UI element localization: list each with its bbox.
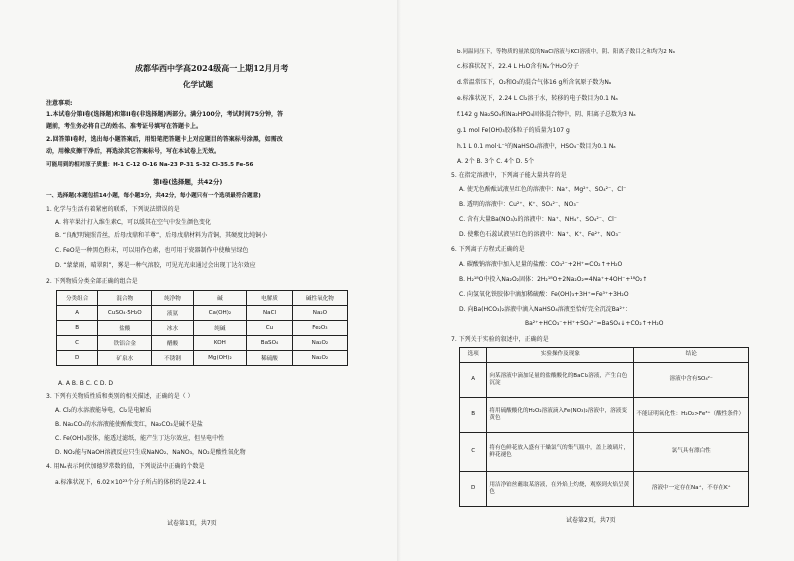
notice-line: 2.回答第I卷时，选出每小题答案后，用铅笔把答题卡上对应题目的答案标号涂黑，如需改 — [46, 136, 283, 143]
table-header-cell: 混合物 — [98, 291, 152, 306]
classification-table — [56, 290, 348, 366]
table-row — [460, 363, 749, 398]
table-cell: 溶液中含有SO₄²⁻ — [634, 363, 749, 398]
question-5-option-b: B. 透明的溶液中：Cu²⁺、K⁺、SO₄²⁻、NO₃⁻ — [459, 201, 579, 208]
table-cell: 醋酸 — [152, 336, 193, 351]
table-cell: KOH — [193, 336, 247, 351]
table-cell: Mg(OH)₂ — [193, 351, 247, 366]
table-header-cell: 实验操作及现象 — [487, 348, 634, 363]
question-3-stem: 3. 下列有关物质性质和类别的相关描述，正确的是（ ） — [46, 393, 194, 400]
table-cell: D — [57, 351, 98, 366]
question-4-item-a: a.标准状况下，6.02×10²³个分子所占的体积约是22.4 L — [55, 479, 207, 486]
question-4-item-c: c.标准状况下，22.4 L H₂O含有Nₐ个H₂O分子 — [457, 63, 579, 70]
table-cell: Na₂O₂ — [292, 351, 347, 366]
question-3-option-d: D. NO₂能与NaOH溶液反应只生成NaNO₂、NaNO₃，NO₂是酸性氧化物 — [55, 449, 246, 456]
table-header-cell: 碱 — [193, 291, 247, 306]
question-6-option-a: A. 碳酸钠溶液中加入足量的盐酸：CO₃²⁻+2H⁺=CO₂↑+H₂O — [459, 261, 623, 268]
question-6-option-c: C. 向氢氧化铁胶体中滴加稀硫酸：Fe(OH)₃+3H⁺=Fe³⁺+3H₂O — [459, 291, 629, 298]
question-3-option-a: A. Cl₂的水溶液能导电，Cl₂是电解质 — [55, 407, 152, 414]
question-5-option-d: D. 使紫色石蕊试液呈红色的溶液中：Na⁺、K⁺、Fe²⁺、NO₃⁻ — [459, 231, 622, 238]
table-header-cell: 纯净物 — [152, 291, 193, 306]
table-cell: 盐酸 — [98, 321, 152, 336]
question-1-option-c: C. FeO是一种黑色粉末，可以用作色素，也可用于瓷器制作中使釉呈绿色 — [55, 247, 249, 254]
table-cell: 矿泉水 — [98, 351, 152, 366]
question-1-option-a: A. 将苹果汁打入维生素C，可以缓其在空气中发生颜色变化 — [55, 219, 212, 226]
table-cell: 溶液中一定存在Na⁺，不存在K⁺ — [634, 472, 749, 507]
question-3-option-c: C. Fe(OH)₃胶体，能透过滤纸，能产生丁达尔效应，但呈电中性 — [55, 435, 225, 442]
table-cell: 氯气具有漂白性 — [634, 433, 749, 472]
exam-page-right — [397, 0, 794, 561]
table-cell: Cu — [247, 321, 293, 336]
section-heading: 第I卷(选择题，共42分) — [153, 178, 223, 186]
table-cell: 铁铝合金 — [98, 336, 152, 351]
table-cell: D — [460, 472, 487, 507]
question-6-option-d: D. 向Ba(HCO₃)₂溶液中滴入NaHSO₄溶液至恰好完全沉淀Ba²⁺： — [459, 306, 632, 313]
question-2-stem: 2. 下列物质分类全部正确的组合是 — [46, 278, 138, 285]
table-cell: 稀硫酸 — [247, 351, 293, 366]
table-row — [460, 472, 749, 507]
notice-heading: 注意事项: — [46, 100, 73, 107]
question-4-stem: 4. 用Nₐ表示阿伏加德罗常数的值，下列说法中正确的个数是 — [46, 463, 205, 470]
section-instruction: 一、选择题(本题包括14小题，每小题3分，共42分，每小题只有一个选项最符合题意) — [46, 193, 261, 199]
question-4-item-f: f.142 g Na₂SO₄和Na₂HPO₄固体混合物中，阴、阳离子总数为3 Nₐ — [457, 111, 636, 118]
question-5-stem: 5. 在指定溶液中，下列离子能大量共存的是 — [451, 172, 567, 179]
page-footer: 试卷第1页，共7页 — [167, 520, 217, 527]
experiment-table — [459, 347, 749, 507]
notice-line: 题前，考生务必将自己的姓名、准考证号填写在答题卡上。 — [46, 123, 203, 130]
table-cell: Ca(OH)₂ — [193, 306, 247, 321]
question-4-answers: A. 2个 B. 3个 C. 4个 D. 5个 — [457, 158, 535, 165]
table-cell: 液氨 — [152, 306, 193, 321]
question-5-option-c: C. 含有大量Ba(NO₃)₂的溶液中：Na⁺、NH₄⁺、SO₄²⁻、Cl⁻ — [459, 216, 617, 223]
question-6-d-equation: Ba²⁺+HCO₃⁻+H⁺+SO₄²⁻=BaSO₄↓+CO₂↑+H₂O — [525, 320, 664, 327]
table-cell: 用洁净铂丝蘸取某溶液，在外焰上灼烧，观察到火焰呈黄色 — [487, 472, 634, 507]
table-cell: NaCl — [247, 306, 293, 321]
table-cell: CuSO₄·5H₂O — [98, 306, 152, 321]
atomic-masses: 可能用到的相对原子质量：H-1 C-12 O-16 Na-23 P-31 S-32 Cl-35.5 Fe-56 — [46, 162, 254, 168]
question-3-option-b: B. Na₂CO₃的水溶液能使酚酞变红，Na₂CO₃是碱不是盐 — [55, 421, 203, 428]
exam-subtitle: 化学试题 — [183, 80, 213, 89]
question-4-item-b: b.同温同压下，等物质的量浓度的NaCl溶液与KCl溶液中，阴、阳离子数目之和均为2 Nₐ — [457, 49, 675, 55]
table-cell: BaSO₄ — [247, 336, 293, 351]
table-cell: C — [460, 433, 487, 472]
table-row — [460, 433, 749, 472]
table-row — [57, 351, 348, 366]
exam-title: 成都华西中学高2024级高一上期12月月考 — [135, 63, 289, 73]
table-cell: 纯碱 — [193, 321, 247, 336]
table-row — [57, 306, 348, 321]
table-header-cell: 碱性氧化物 — [292, 291, 347, 306]
table-header-cell: 分类组合 — [57, 291, 98, 306]
question-4-item-d: d.常温常压下，O₂和O₃的混合气体16 g所含氧原子数为Nₐ — [457, 79, 612, 86]
table-cell: 向某溶液中滴加足量的盐酸酸化的BaCl₂溶液，产生白色沉淀 — [487, 363, 634, 398]
question-5-option-a: A. 使无色酚酞试液呈红色的溶液中：Na⁺、Mg²⁺、SO₄²⁻、Cl⁻ — [459, 186, 627, 193]
question-6-option-b: B. H₂¹⁸O中投入Na₂O₂固体：2H₂¹⁸O+2Na₂O₂=4Na⁺+4OH⁻+¹⁸O₂↑ — [459, 276, 648, 283]
table-cell: 将有色鲜花放入盛有干燥氯气的集气瓶中，盖上玻璃片，鲜花褪色 — [487, 433, 634, 472]
question-6-stem: 6. 下列离子方程式正确的是 — [451, 246, 525, 253]
table-cell: 将用硫酸酸化的H₂O₂溶液滴入Fe(NO₃)₂溶液中，溶液变黄色 — [487, 398, 634, 433]
table-cell: Na₂O₂ — [292, 336, 347, 351]
table-cell: Fe₂O₃ — [292, 321, 347, 336]
question-4-item-g: g.1 mol Fe(OH)₃胶体粒子的质量为107 g — [457, 127, 570, 134]
table-row — [460, 398, 749, 433]
table-cell: C — [57, 336, 98, 351]
question-1-option-b: B. “良配明镜照青丝，后母戊鼎和羊尊”，后母戊鼎材料为青铜，其硬度比纯铜小 — [55, 232, 268, 239]
table-header-row — [460, 348, 749, 363]
table-row — [57, 321, 348, 336]
question-1-option-d: D. “蒙蒙雨，晴翠阴”，雾是一种气溶胶，可见光光束通过会出现丁达尔效应 — [55, 262, 256, 269]
question-4-item-e: e.标准状况下，2.24 L Cl₂溶于水，转移的电子数目为0.1 Nₐ — [457, 95, 618, 102]
table-cell: 不能证明氧化性：H₂O₂>Fe³⁺（酸性条件） — [634, 398, 749, 433]
table-header-row — [57, 291, 348, 306]
table-cell: A — [57, 306, 98, 321]
table-cell: 不锈钢 — [152, 351, 193, 366]
table-cell: 冰水 — [152, 321, 193, 336]
table-header-cell: 电解质 — [247, 291, 293, 306]
table-header-cell: 选项 — [460, 348, 487, 363]
table-cell: Na₂O — [292, 306, 347, 321]
question-4-item-h: h.1 L 0.1 mol·L⁻¹的NaHSO₄溶液中，HSO₄⁻数目为0.1 Nₐ — [457, 143, 616, 150]
page-fold-shadow — [397, 0, 401, 561]
notice-line: 1.本试卷分第I卷(选择题)和第II卷(非选择题)两部分。满分100分，考试时间75分钟，答 — [46, 111, 283, 118]
table-cell: B — [57, 321, 98, 336]
table-cell: B — [460, 398, 487, 433]
table-cell: A — [460, 363, 487, 398]
question-2-answers: A. A B. B C. C D. D — [58, 380, 113, 387]
table-row — [57, 336, 348, 351]
question-7-stem: 7. 下列关于实验的叙述中，正确的是 — [451, 336, 549, 343]
question-1-stem: 1. 化学与生活有着紧密的联系，下列说法错误的是 — [46, 206, 180, 213]
table-header-cell: 结论 — [634, 348, 749, 363]
notice-line: 动，用橡皮擦干净后，再选涂其它答案标号，写在本试卷上无效。 — [46, 148, 221, 155]
page-footer: 试卷第2页，共7页 — [566, 517, 616, 524]
